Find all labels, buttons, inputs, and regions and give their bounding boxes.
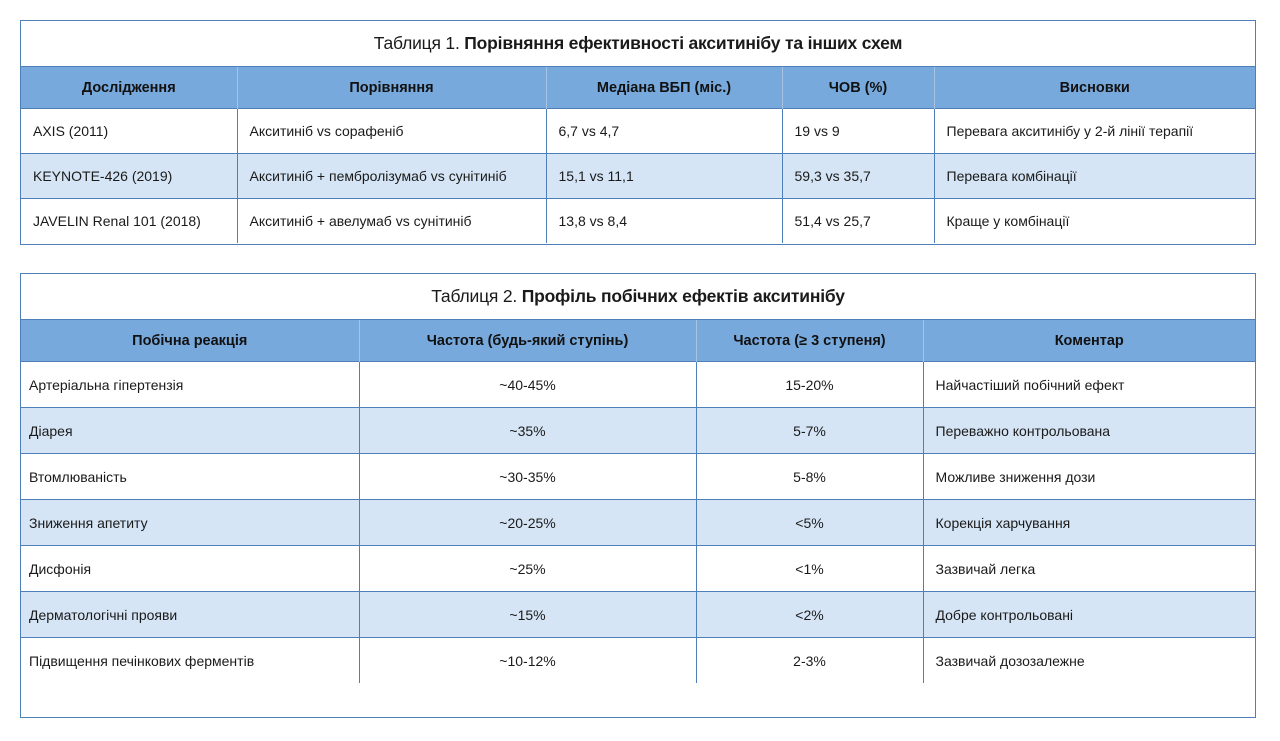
table-cell: Краще у комбінації xyxy=(934,199,1255,244)
table-cell: Діарея xyxy=(21,408,359,454)
table-cell: Акситиніб + авелумаб vs сунітиніб xyxy=(237,199,546,244)
caption-prefix: Таблиця 2. xyxy=(431,286,518,306)
column-header: Порівняння xyxy=(237,67,546,109)
table-cell: KEYNOTE-426 (2019) xyxy=(21,154,237,199)
table-caption xyxy=(21,21,1255,67)
table-cell: 15,1 vs 11,1 xyxy=(546,154,782,199)
table-cell: Дерматологічні прояви xyxy=(21,592,359,638)
table-cell: Добре контрольовані xyxy=(923,592,1255,638)
table-cell: JAVELIN Renal 101 (2018) xyxy=(21,199,237,244)
table-cell: ~35% xyxy=(359,408,696,454)
table-cell: 5-8% xyxy=(696,454,923,500)
table-cell: Можливе зниження дози xyxy=(923,454,1255,500)
table-row xyxy=(21,638,1255,684)
table-cell: Підвищення печінкових ферментів xyxy=(21,638,359,684)
table-cell: Артеріальна гіпертензія xyxy=(21,362,359,408)
table-cell: AXIS (2011) xyxy=(21,109,237,154)
table-cell: ~10-12% xyxy=(359,638,696,684)
table-cell: ~20-25% xyxy=(359,500,696,546)
column-header: Дослідження xyxy=(21,67,237,109)
column-header: Частота (будь-який ступінь) xyxy=(359,320,696,362)
table-cell: Зазвичай легка xyxy=(923,546,1255,592)
table-cell: 13,8 vs 8,4 xyxy=(546,199,782,244)
table-cell: 5-7% xyxy=(696,408,923,454)
column-header: Медіана ВБП (міс.) xyxy=(546,67,782,109)
table-cell: 59,3 vs 35,7 xyxy=(782,154,934,199)
table-cell: 2-3% xyxy=(696,638,923,684)
table-cell: Зниження апетиту xyxy=(21,500,359,546)
table-row xyxy=(21,362,1255,408)
table-cell: Корекція харчування xyxy=(923,500,1255,546)
table-cell: <1% xyxy=(696,546,923,592)
column-header: Частота (≥ 3 ступеня) xyxy=(696,320,923,362)
table-cell: <2% xyxy=(696,592,923,638)
table-cell: Акситиніб + пембролізумаб vs сунітиніб xyxy=(237,154,546,199)
table-row xyxy=(21,592,1255,638)
efficacy-table xyxy=(20,20,1256,245)
table-cell: Найчастіший побічний ефект xyxy=(923,362,1255,408)
table-cell: Втомлюваність xyxy=(21,454,359,500)
column-header: Побічна реакція xyxy=(21,320,359,362)
table-grid xyxy=(21,320,1255,683)
table-cell: Перевага акситинібу у 2-й лінії терапії xyxy=(934,109,1255,154)
header-row xyxy=(21,320,1255,362)
table-cell: ~40-45% xyxy=(359,362,696,408)
caption-prefix: Таблиця 1. xyxy=(373,33,460,53)
table-cell: 15-20% xyxy=(696,362,923,408)
table-cell: Переважно контрольована xyxy=(923,408,1255,454)
column-header: Коментар xyxy=(923,320,1255,362)
table-row xyxy=(21,546,1255,592)
table-row xyxy=(21,454,1255,500)
table-row xyxy=(21,199,1255,244)
caption-title: Профіль побічних ефектів акситинібу xyxy=(521,286,845,306)
column-header: ЧОВ (%) xyxy=(782,67,934,109)
table-caption xyxy=(21,274,1255,320)
table-row xyxy=(21,500,1255,546)
table-cell: 6,7 vs 4,7 xyxy=(546,109,782,154)
table-row xyxy=(21,408,1255,454)
table-cell: 51,4 vs 25,7 xyxy=(782,199,934,244)
caption-title: Порівняння ефективності акситинібу та інших схем xyxy=(464,33,903,53)
table-row xyxy=(21,109,1255,154)
side-effects-table xyxy=(20,273,1256,718)
table-cell: Дисфонія xyxy=(21,546,359,592)
table-cell: <5% xyxy=(696,500,923,546)
table-cell: Перевага комбінації xyxy=(934,154,1255,199)
table-row xyxy=(21,154,1255,199)
column-header: Висновки xyxy=(934,67,1255,109)
header-row xyxy=(21,67,1255,109)
table-cell: 19 vs 9 xyxy=(782,109,934,154)
table-cell: ~15% xyxy=(359,592,696,638)
table-cell: ~25% xyxy=(359,546,696,592)
table-grid xyxy=(21,67,1255,243)
table-cell: ~30-35% xyxy=(359,454,696,500)
table-cell: Акситиніб vs сорафеніб xyxy=(237,109,546,154)
table-cell: Зазвичай дозозалежне xyxy=(923,638,1255,684)
